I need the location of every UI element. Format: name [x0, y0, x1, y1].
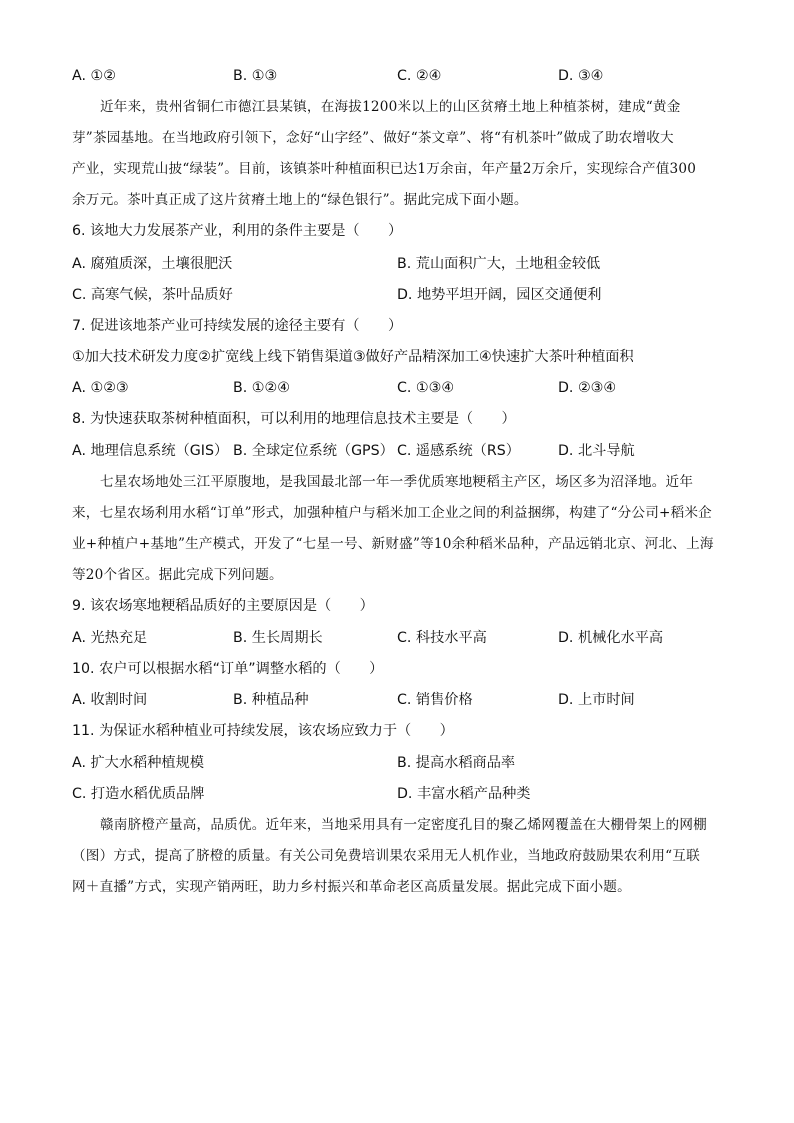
q10-stem: 10. 农户可以根据水稻“订单”调整水稻的（ ） [72, 661, 384, 677]
passage3-line-2: （图）方式，提高了脐橙的质量。有关公司免费培训果农采用无人机作业，当地政府鼓励果农利用“互联 [72, 848, 700, 864]
passage2-line-4: 等20个省区。据此完成下列问题。 [72, 567, 283, 583]
q10-option-a: A. 收割时间 [72, 692, 148, 708]
passage2-line-2: 来，七星农场利用水稻“订单”形式，加强种植户与稻米加工企业之间的利益捆绑，构建了“分公司+稻米企 [72, 505, 712, 521]
q10-option-c: C. 销售价格 [397, 692, 473, 708]
passage2-line-3: 业+种植户+基地”生产模式，开发了“七星一号、新财盛”等10余种稻米品种，产品远销北京、河北、上海 [72, 536, 714, 552]
q6-option-d: D. 地势平坦开阔，园区交通便利 [397, 287, 602, 303]
q5-option-c: C. ②④ [397, 68, 442, 84]
passage1-line-3: 产业，实现荒山披“绿装”。目前，该镇茶叶种植面积已达1万余亩，年产量2万余斤，实现综合产值300 [72, 161, 697, 177]
q6-stem: 6. 该地大力发展茶产业，利用的条件主要是（ ） [72, 223, 403, 239]
q9-option-b: B. 生长周期长 [233, 630, 323, 646]
q8-option-b: B. 全球定位系统（GPS） [233, 443, 394, 459]
q11-option-c: C. 打造水稻优质品牌 [72, 786, 205, 802]
q7-items: ①加大技术研发力度②扩宽线上线下销售渠道③做好产品精深加工④快速扩大茶叶种植面积 [72, 349, 634, 365]
q5-option-d: D. ③④ [558, 68, 604, 84]
q8-option-d: D. 北斗导航 [558, 443, 635, 459]
q11-option-a: A. 扩大水稻种植规模 [72, 755, 204, 771]
q8-option-c: C. 遥感系统（RS） [397, 443, 520, 459]
q7-option-d: D. ②③④ [558, 380, 617, 396]
q11-stem: 11. 为保证水稻种植业可持续发展，该农场应致力于（ ） [72, 723, 454, 739]
q10-option-d: D. 上市时间 [558, 692, 635, 708]
q9-option-d: D. 机械化水平高 [558, 630, 664, 646]
q6-option-c: C. 高寒气候，茶叶品质好 [72, 287, 233, 303]
q9-stem: 9. 该农场寒地粳稻品质好的主要原因是（ ） [72, 598, 374, 614]
q5-option-a: A. ①② [72, 68, 116, 84]
q7-stem: 7. 促进该地茶产业可持续发展的途径主要有（ ） [72, 318, 403, 334]
q6-option-a: A. 腐殖质深，土壤很肥沃 [72, 256, 233, 272]
q9-option-c: C. 科技水平高 [397, 630, 487, 646]
passage1-line-4: 余万元。茶叶真正成了这片贫瘠土地上的“绿色银行”。据此完成下面小题。 [72, 192, 528, 208]
q10-option-b: B. 种植品种 [233, 692, 309, 708]
passage1-line-1: 近年来，贵州省铜仁市德江县某镇，在海拔1200米以上的山区贫瘠土地上种植茶树，建成“黄金 [100, 99, 681, 115]
passage3-line-3: 网＋直播”方式，实现产销两旺，助力乡村振兴和革命老区高质量发展。据此完成下面小题。 [72, 879, 631, 895]
q8-option-a: A. 地理信息系统（GIS） [72, 443, 229, 459]
passage3-line-1: 赣南脐橙产量高，品质优。近年来，当地采用具有一定密度孔目的聚乙烯网覆盖在大棚骨架上的网棚 [100, 817, 707, 833]
q7-option-a: A. ①②③ [72, 380, 129, 396]
q7-option-c: C. ①③④ [397, 380, 455, 396]
q8-stem: 8. 为快速获取茶树种植面积，可以利用的地理信息技术主要是（ ） [72, 411, 516, 427]
passage1-line-2: 芽”茶园基地。在当地政府引领下，念好“山字经”、做好“茶文章”、将“有机茶叶”做成了助农增收大 [72, 130, 674, 146]
passage2-line-1: 七星农场地处三江平原腹地，是我国最北部一年一季优质寒地粳稻主产区，场区多为沼泽地。近年 [100, 474, 694, 490]
q5-option-b: B. ①③ [233, 68, 278, 84]
q11-option-b: B. 提高水稻商品率 [397, 755, 516, 771]
q7-option-b: B. ①②④ [233, 380, 290, 396]
q6-option-b: B. 荒山面积广大，土地租金较低 [397, 256, 601, 272]
q11-option-d: D. 丰富水稻产品种类 [397, 786, 531, 802]
q9-option-a: A. 光热充足 [72, 630, 148, 646]
